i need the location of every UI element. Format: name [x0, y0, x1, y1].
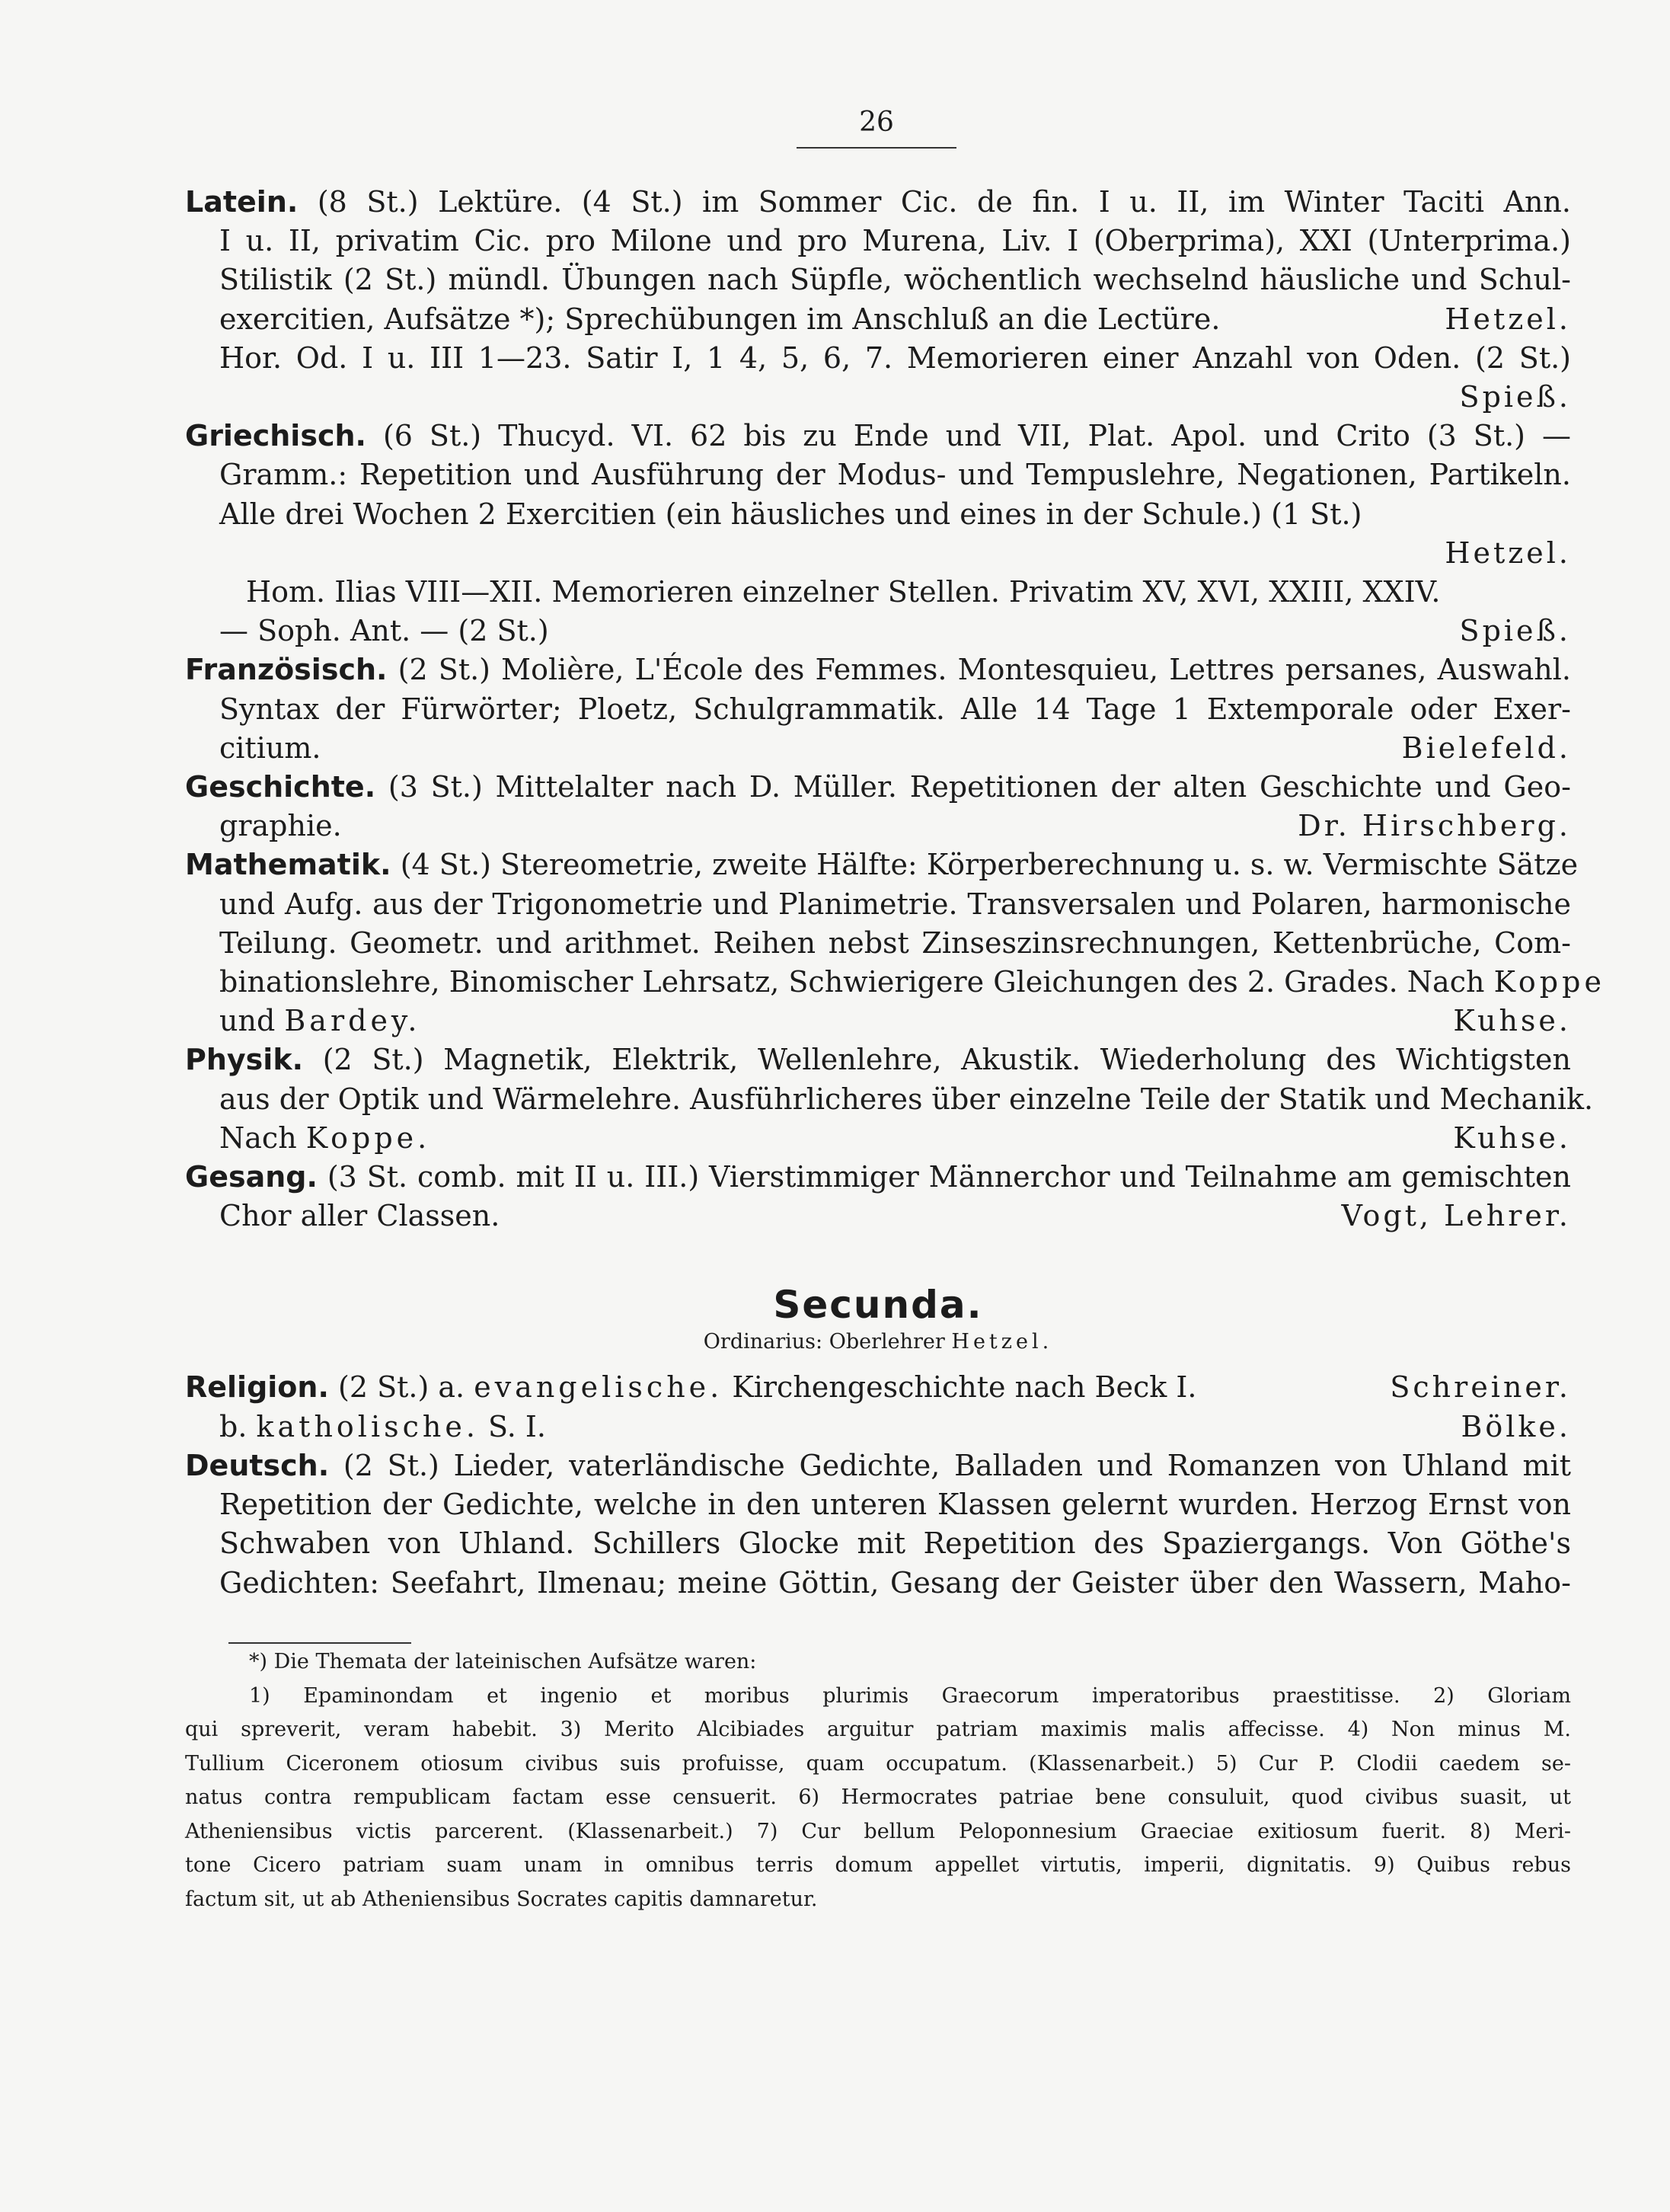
- text-line: Hom. Ilias VIII—XII. Memorieren einzelner Stellen. Privatim XV, XVI, XXIII, XXIV.: [246, 575, 1441, 609]
- class-title: Secunda.: [773, 1283, 983, 1328]
- ordinarius-name: Hetzel.: [951, 1330, 1053, 1354]
- page-number: 26: [797, 107, 956, 149]
- teacher-name: Kuhse.: [1453, 1120, 1571, 1155]
- teacher-name: Hetzel.: [1445, 535, 1571, 570]
- teacher-name: Spieß.: [1459, 614, 1571, 648]
- text-line: Stilistik (2 St.) mündl. Übungen nach Süpfle, wöchentlich wechselnd häusliche und Schul-: [219, 263, 1571, 297]
- footnote-line: natus contra rempublicam factam esse censuerit. 6) Hermocrates patriae bene consuluit, quod civibus suasit, ut: [185, 1785, 1571, 1809]
- text-line: Repetition der Gedichte, welche in den unteren Klassen gelernt wurden. Herzog Ernst von: [219, 1488, 1571, 1522]
- text-line: (6 St.) Thucyd. VI. 62 bis zu Ende und VII, Plat. Apol. und Crito (3 St.) —: [382, 419, 1571, 453]
- text-line: (3 St.) Mittelalter nach D. Müller. Repetitionen der alten Geschichte und Geo-: [388, 770, 1571, 804]
- text-line: Syntax der Fürwörter; Ploetz, Schulgrammatik. Alle 14 Tage 1 Extemporale oder Exer-: [219, 692, 1571, 726]
- author-name: Koppe.: [305, 1120, 431, 1155]
- section-franzoesisch: [185, 650, 1571, 768]
- text-line: (2 St.) Lieder, vaterländische Gedichte, Balladen und Romanzen von Uhland mit: [343, 1448, 1571, 1482]
- teacher-name: Schreiner.: [1390, 1370, 1571, 1405]
- text-line: Teilung. Geometr. und arithmet. Reihen nebst Zinseszinsrechnungen, Kettenbrüche, Com-: [219, 925, 1571, 960]
- subject-heading: Physik.: [185, 1043, 304, 1077]
- text-line: Hor. Od. I u. III 1—23. Satir I, 1 4, 5, 6, 7. Memorieren einer Anzahl von Oden. (2 St.): [219, 340, 1571, 375]
- text-line: graphie.: [219, 809, 342, 843]
- subject-heading: Religion.: [185, 1370, 329, 1405]
- text-fragment: b.: [219, 1409, 247, 1443]
- ordinarius-label: Ordinarius: Oberlehrer: [703, 1330, 945, 1354]
- teacher-name: Hetzel.: [1445, 302, 1571, 336]
- teacher-name: Kuhse.: [1453, 1004, 1571, 1038]
- section-gesang: [185, 1158, 1571, 1235]
- text-line: binationslehre, Binomischer Lehrsatz, Schwierigere Gleichungen des 2. Grades. Nach: [219, 965, 1485, 999]
- footnote-intro: *) Die Themata der lateinischen Aufsätze waren:: [249, 1650, 757, 1673]
- section-griechisch: [185, 417, 1571, 650]
- text-line: Schwaben von Uhland. Schillers Glocke mit Repetition des Spaziergangs. Von Göthe's: [219, 1526, 1571, 1561]
- text-line: und Aufg. aus der Trigonometrie und Planimetrie. Transversalen und Polaren, harmonische: [219, 887, 1571, 921]
- subject-heading: Gesang.: [185, 1160, 318, 1194]
- text-fragment: Kirchengeschichte nach Beck I.: [732, 1370, 1197, 1405]
- ordinarius-line: [185, 1327, 1571, 1357]
- footnote-line: tone Cicero patriam suam unam in omnibus terris domum appellet virtutis, imperii, dignitatis. 9) Quibus rebus: [185, 1853, 1571, 1877]
- text-line: citium.: [219, 730, 321, 765]
- footnote-line: qui spreverit, veram habebit. 3) Merito Alcibiades arguitur patriam maximis malis affecisse. 4) Non minus M.: [185, 1718, 1571, 1741]
- section-physik: [185, 1040, 1594, 1158]
- author-name: Koppe: [1493, 965, 1605, 999]
- teacher-name: Bölke.: [1461, 1409, 1571, 1443]
- text-line: Gedichten: Seefahrt, Ilmenau; meine Göttin, Gesang der Geister über den Wassern, Maho-: [219, 1565, 1571, 1600]
- text-line: (4 St.) Stereometrie, zweite Hälfte: Körperberechnung u. s. w. Vermischte Sätze: [400, 848, 1579, 882]
- footnote-line: Tullium Ciceronem otiosum civibus suis profuisse, quam occupatum. (Klassenarbeit.) 5) Cur P. Clodii caedem se-: [185, 1751, 1571, 1776]
- text-fragment: S. I.: [488, 1409, 546, 1443]
- section-religion: [185, 1368, 1571, 1446]
- main-text: [185, 183, 1605, 1603]
- footnote-line: Atheniensibus victis parcerent. (Klassenarbeit.) 7) Cur bellum Peloponnesium Graeciae exitiosum fuerit. 8) Meri-: [185, 1819, 1571, 1843]
- text-line: Chor aller Classen.: [219, 1199, 500, 1233]
- text-line: exercitien, Aufsätze *); Sprechübungen im Anschluß an die Lectüre.: [219, 302, 1221, 336]
- confession-label: katholische.: [256, 1409, 479, 1443]
- text-line: — Soph. Ant. — (2 St.): [219, 614, 549, 648]
- subject-heading: Mathematik.: [185, 848, 391, 882]
- confession-label: evangelische.: [474, 1370, 723, 1405]
- footnote-line: 1) Epaminondam et ingenio et moribus plurimis Graecorum imperatoribus praestitisse. 2) Gloriam: [249, 1683, 1571, 1708]
- subject-heading: Geschichte.: [185, 770, 376, 804]
- text-line: Gramm.: Repetition und Ausführung der Modus- und Tempuslehre, Negationen, Partikeln.: [219, 458, 1571, 492]
- subject-heading: Deutsch.: [185, 1448, 330, 1482]
- text-line: (2 St.) Molière, L'École des Femmes. Montesquieu, Lettres persanes, Auswahl.: [398, 653, 1571, 687]
- teacher-name: Dr. Hirschberg.: [1298, 809, 1571, 843]
- text-line: Nach: [219, 1120, 297, 1155]
- footnotes: [185, 1645, 1571, 1916]
- text-line: (3 St. comb. mit II u. III.) Vierstimmiger Männerchor und Teilnahme am gemischten: [327, 1160, 1571, 1194]
- text-line: (2 St.) Magnetik, Elektrik, Wellenlehre, Akustik. Wiederholung des Wichtigsten: [322, 1043, 1571, 1077]
- section-deutsch: [185, 1446, 1571, 1603]
- section-geschichte: [185, 768, 1571, 845]
- section-latein: [185, 183, 1571, 417]
- text-fragment: (2 St.) a.: [338, 1370, 465, 1405]
- author-name: Bardey.: [284, 1004, 421, 1038]
- footnote-divider: [228, 1642, 411, 1644]
- footnote-line: factum sit, ut ab Atheniensibus Socrates capitis damnaretur.: [185, 1887, 818, 1911]
- section-mathematik: [185, 845, 1605, 1040]
- subject-heading: Latein.: [185, 185, 299, 219]
- text-line: aus der Optik und Wärmelehre. Ausführlicheres über einzelne Teile der Statik und Mechanik.: [219, 1082, 1594, 1116]
- teacher-name: Vogt, Lehrer.: [1341, 1199, 1571, 1233]
- teacher-name: Spieß.: [1459, 380, 1571, 414]
- teacher-name: Bielefeld.: [1401, 730, 1571, 765]
- subject-heading: Französisch.: [185, 653, 388, 687]
- text-line: und: [219, 1004, 276, 1038]
- text-line: (8 St.) Lektüre. (4 St.) im Sommer Cic. de fin. I u. II, im Winter Taciti Ann.: [317, 185, 1571, 219]
- subject-heading: Griechisch.: [185, 419, 366, 453]
- text-line: I u. II, privatim Cic. pro Milone und pro Murena, Liv. I (Oberprima), XXI (Unterprima.): [219, 224, 1571, 258]
- text-line: Alle drei Wochen 2 Exercitien (ein häusliches und eines in der Schule.) (1 St.): [219, 497, 1362, 531]
